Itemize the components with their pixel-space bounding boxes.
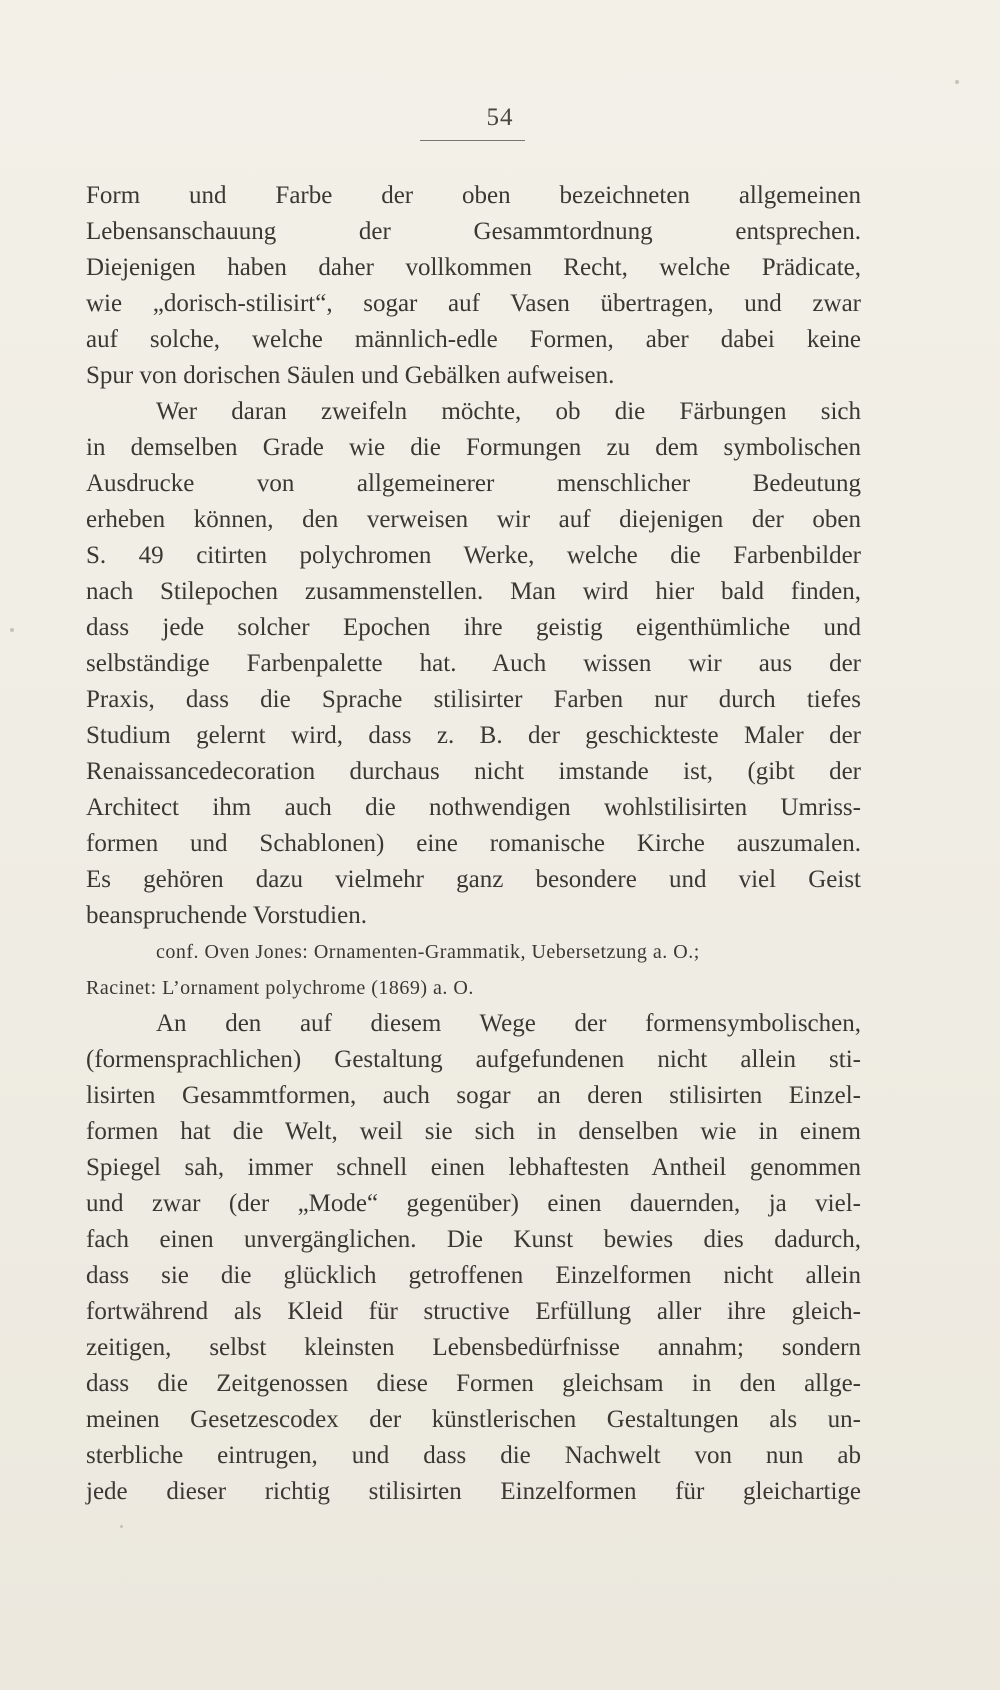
text-line: S. 49 citirten polychromen Werke, welche die Farbenbilder	[86, 542, 861, 569]
text-line: dass jede solcher Epochen ihre geistig eigenthümliche und	[86, 614, 861, 641]
text-line: Diejenigen haben daher vollkommen Recht, welche Prädicate,	[86, 254, 861, 281]
text-line: An den auf diesem Wege der formensymbolischen,	[156, 1010, 861, 1037]
body-text	[86, 178, 861, 1510]
text-line: Spur von dorischen Säulen und Gebälken aufweisen.	[86, 362, 615, 389]
text-line: Lebensanschauung der Gesammtordnung entsprechen.	[86, 218, 861, 245]
footnote-line: Racinet: L’ornament polychrome (1869) a. O.	[86, 977, 474, 999]
text-line: nach Stilepochen zusammenstellen. Man wird hier bald finden,	[86, 578, 861, 605]
text-line: Spiegel sah, immer schnell einen lebhaftesten Antheil genommen	[86, 1154, 861, 1181]
text-line: formen und Schablonen) eine romanische Kirche auszumalen.	[86, 830, 861, 857]
text-line: Architect ihm auch die nothwendigen wohlstilisirten Umriss-	[86, 794, 861, 821]
paper-speck	[120, 1525, 123, 1528]
text-line: fortwährend als Kleid für structive Erfüllung aller ihre gleich-	[86, 1298, 861, 1325]
text-line: Praxis, dass die Sprache stilisirter Farben nur durch tiefes	[86, 686, 861, 713]
footnote-line: conf. Oven Jones: Ornamenten-Grammatik, Uebersetzung a. O.;	[156, 941, 700, 963]
text-line: beanspruchende Vorstudien.	[86, 902, 367, 929]
text-line: Form und Farbe der oben bezeichneten allgemeinen	[86, 182, 861, 209]
text-line: erheben können, den verweisen wir auf diejenigen der oben	[86, 506, 861, 533]
page-number: 54	[486, 104, 514, 131]
paper-speck	[955, 80, 959, 84]
text-line: dass die Zeitgenossen diese Formen gleichsam in den allge-	[86, 1370, 861, 1397]
paragraph-3	[86, 1006, 861, 1510]
text-line: auf solche, welche männlich-edle Formen, aber dabei keine	[86, 326, 861, 353]
footnote	[86, 934, 861, 1006]
text-line: formen hat die Welt, weil sie sich in denselben wie in einem	[86, 1118, 861, 1145]
text-line: Ausdrucke von allgemeinerer menschlicher Bedeutung	[86, 470, 861, 497]
text-line: Wer daran zweifeln möchte, ob die Färbungen sich	[156, 398, 861, 425]
text-line: sterbliche eintrugen, und dass die Nachwelt von nun ab	[86, 1442, 861, 1469]
page-number-rule	[420, 140, 525, 141]
text-line: in demselben Grade wie die Formungen zu dem symbolischen	[86, 434, 861, 461]
paragraph-2	[86, 394, 861, 934]
text-line: und zwar (der „Mode“ gegenüber) einen dauernden, ja viel-	[86, 1190, 861, 1217]
text-line: Studium gelernt wird, dass z. B. der geschickteste Maler der	[86, 722, 861, 749]
text-line: lisirten Gesammtformen, auch sogar an deren stilisirten Einzel-	[86, 1082, 861, 1109]
text-line: selbständige Farbenpalette hat. Auch wissen wir aus der	[86, 650, 861, 677]
text-line: fach einen unvergänglichen. Die Kunst bewies dies dadurch,	[86, 1226, 861, 1253]
text-line: meinen Gesetzescodex der künstlerischen Gestaltungen als un-	[86, 1406, 861, 1433]
text-line: Renaissancedecoration durchaus nicht imstande ist, (gibt der	[86, 758, 861, 785]
text-line: zeitigen, selbst kleinsten Lebensbedürfnisse annahm; sondern	[86, 1334, 861, 1361]
text-line: wie „dorisch-stilisirt“, sogar auf Vasen übertragen, und zwar	[86, 290, 861, 317]
text-line: jede dieser richtig stilisirten Einzelformen für gleichartige	[86, 1478, 861, 1505]
paper-speck	[10, 628, 14, 632]
text-line: dass sie die glücklich getroffenen Einzelformen nicht allein	[86, 1262, 861, 1289]
paragraph-1	[86, 178, 861, 394]
text-line: (formensprachlichen) Gestaltung aufgefundenen nicht allein sti-	[86, 1046, 861, 1073]
text-line: Es gehören dazu vielmehr ganz besondere und viel Geist	[86, 866, 861, 893]
